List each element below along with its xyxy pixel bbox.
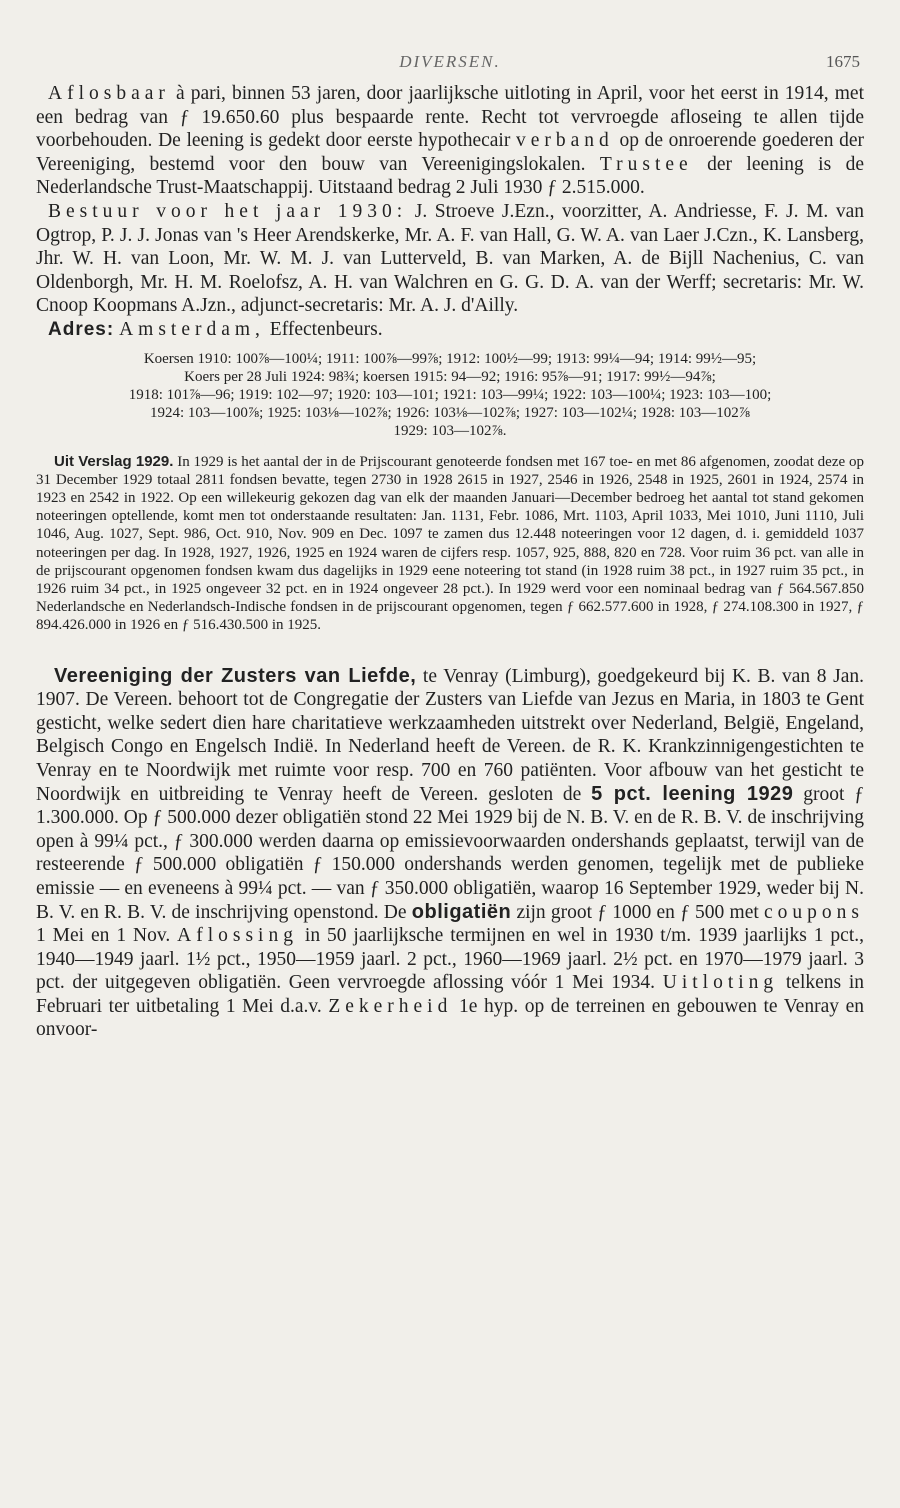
trustee-spaced: Trustee	[599, 153, 693, 175]
koersen-line: Koersen 1910: 100⅞—100¼; 1911: 100⅞—99⅞; 1912: 100½—99; 1913: 99¼—94; 1914: 99½—95;	[143, 350, 757, 367]
adres-rest: Effectenbeurs.	[264, 318, 383, 340]
bestuur-paragraph	[36, 200, 864, 318]
bestuur-text: J. Stroeve J.Ezn., voorzitter, A. Andriesse, F. J. M. van Ogtrop, P. J. J. Jonas van 's Heer Arendskerke, Mr. A. F. van Hall, G. W. A. van Laer J.Czn., K. Lansberg, Jhr. W. H. van Loon, Mr. W. M. J. van Lutterveld, B. van Marken, A. de Bijll Nachenius, C. van Oldenborgh, Mr. H. M. Roelofsz, A. H. van Walchren en G. G. D. A. van der Werff; secretaris: Mr. W. Cnoop Koopmans A.Jzn., adjunct-secretaris: Mr. A. J. d'Ailly.	[36, 200, 865, 317]
verband-spaced: verband	[515, 130, 614, 152]
vereeniging-text-7: 1e hyp. op de terreinen en gebouwen te Venray en onvoor-	[36, 995, 864, 1041]
aflossing-paragraph	[36, 82, 864, 200]
uitloting-spaced: Uitloting	[662, 972, 779, 994]
aflossing-text-3: der leening is de Nederlandsche Trust-Maatschappij. Uitstaand bedrag 2 Juli 1930 ƒ 2.515.000.	[36, 153, 864, 199]
aflosbaar-lead: Aflosbaar	[48, 83, 170, 104]
aflossing-text-2: op de onroerende goederen der Vereeniging, bestemd voor den bouw van Vereenigingslokalen.	[36, 130, 864, 175]
vereeniging-text-6: telkens in Februari ter uitbetaling 1 Mei d.a.v.	[36, 972, 864, 1017]
vereeniging-text-2: groot ƒ 1.300.000. Op ƒ 500.000 dezer obligatiën stond 22 Mei 1929 bij de N. B. V. en de R. B. V. de inschrijving open à 99¼ pct., ƒ 300.000 werden daarna op emissievoorwaarden ondershands geplaatst, terwijl van de resteerende ƒ 500.000 obligatiën ƒ 150.000 ondershands werden genomen, tegelijk met de publieke emissie — en eveneens à 99¼ pct. — van ƒ 350.000 obligatiën, waarop 16 September 1929, weder bij N. B. V. en R. B. V. de inschrijving openstond. De	[36, 783, 864, 923]
koersen-block	[36, 350, 864, 441]
aflossing-spaced: Aflossing	[177, 925, 298, 947]
adres-line	[36, 318, 864, 342]
verslag-text: In 1929 is het aantal der in de Prijscourant genoteerde fondsen met 167 toe- en met 86 afgenomen, zoodat deze op 31 December 1929 totaal 2811 fondsen bevatte, tegen 2730 in 1928 2615 in 1927, 2546 in 1926, 2548 in 1925, 2601 in 1924, 2574 in 1923 en 2542 in 1922. Op een willekeurig gekozen dag van elk der maanden Januari—December bedroeg het aantal tot stand gekomen noteeringen optellende, komt men tot onderstaande resultaten: Jan. 1131, Febr. 1086, Mrt. 1103, April 1033, Mei 1010, Juni 1110, Juli 1046, Aug. 1027, Sept. 986, Oct. 910, Nov. 909 en Dec. 1097 te zamen dus 12.448 noteeringen voor 12 dagen, d. i. gemiddeld 1037 noteeringen per dag. In 1928, 1927, 1926, 1925 en 1924 waren de cijfers resp. 1057, 925, 888, 820 en 728. Voor ruim 36 pct. van alle in de prijscourant opgenomen fondsen kwam dus dagelijks in 1929 eene noteering tot stand (in 1928 ruim 38 pct., in 1927 ruim 35 pct., in 1926 ruim 34 pct., in 1925 ongeveer 32 pct. en in 1924 ongeveer 28 pct.). In 1929 werd voor een nominaal bedrag van ƒ 564.567.850 Nederlandsche en Nederlandsch-Indische fondsen in de prijscourant opgenomen, tegen ƒ 662.577.600 in 1928, ƒ 274.108.300 in 1927, ƒ 894.426.000 in 1926 en ƒ 516.430.500 in 1925.	[36, 453, 864, 634]
running-title: DIVERSEN.	[399, 52, 501, 71]
bestuur-lead: Bestuur voor het jaar 1930:	[48, 200, 408, 222]
page-number: 1675	[826, 52, 860, 71]
vereeniging-paragraph	[36, 665, 864, 1043]
koersen-line: 1929: 103—102⅞.	[393, 423, 507, 440]
adres-city: Amsterdam,	[119, 318, 265, 340]
vereeniging-text-5: in 50 jaarlijksche termijnen en wel in 1930 t/m. 1939 jaarlijks 1 pct., 1940—1949 jaarl. 1½ pct., 1950—1959 jaarl. 2 pct., 1960—1969 jaarl. 2½ pct. en 1970—1979 jaarl. 3 pct. der uitgegeven obligatiën. Geen vervroegde aflossing vóór 1 Mei 1934.	[36, 925, 864, 994]
koersen-line: 1918: 101⅞—96; 1919: 102—97; 1920: 103—101; 1921: 103—99¼; 1922: 103—100¼; 1923: 103—100;	[128, 386, 772, 403]
zekerheid-spaced: Zekerheid	[328, 995, 453, 1017]
vereeniging-title: Vereeniging der Zusters van Liefde,	[54, 664, 417, 687]
coupons-spaced: coupons	[764, 901, 864, 923]
koersen-line: Koers per 28 Juli 1924: 98¾; koersen 1915: 94—92; 1916: 95⅞—91; 1917: 99½—94⅞;	[184, 368, 716, 385]
vereeniging-text: te Venray (Limburg), goedgekeurd bij K. B. van 8 Jan. 1907. De Vereen. behoort tot de Congregatie der Zusters van Liefde van Jezus en Maria, in 1803 te Gent gesticht, welke sedert dien hare charitatieve werkzaamheden uitstrekt over Nederland, België, Engeland, Belgisch Congo en Engelsch Indië. In Nederland heeft de Vereen. de R. K. Krankzinnigengestichten te Venray en te Noordwijk met ruimte voor resp. 700 en 760 patiënten. Voor afbouw van het gesticht te Noordwijk en uitbreiding te Venray heeft de Vereen. gesloten de	[36, 665, 864, 805]
verslag-paragraph	[36, 453, 864, 635]
loan-label: 5 pct. leening 1929	[591, 782, 794, 805]
adres-label: Adres:	[48, 318, 115, 340]
verslag-label: Uit Verslag 1929.	[54, 452, 174, 470]
aflossing-text: à pari, binnen 53 jaren, door jaarlijksche uitloting in April, voor het eerst in 1914, met een bedrag van ƒ 19.650.60 plus bespaarde rente. Recht tot vervroegde afloseing te allen tijde voorbehouden. De leening is gedekt door eerste hypothecair	[36, 83, 864, 152]
obligatien-label: obligatiën	[411, 900, 512, 923]
vereeniging-text-3: zijn groot ƒ 1000 en ƒ 500 met	[511, 901, 764, 923]
vereeniging-text-4: 1 Mei en 1 Nov.	[36, 925, 178, 947]
page-header	[36, 52, 864, 82]
koersen-line: 1924: 103—100⅞; 1925: 103⅛—102⅞; 1926: 103⅛—102⅞; 1927: 103—102¼; 1928: 103—102⅞	[149, 405, 750, 422]
section-gap	[36, 635, 864, 665]
